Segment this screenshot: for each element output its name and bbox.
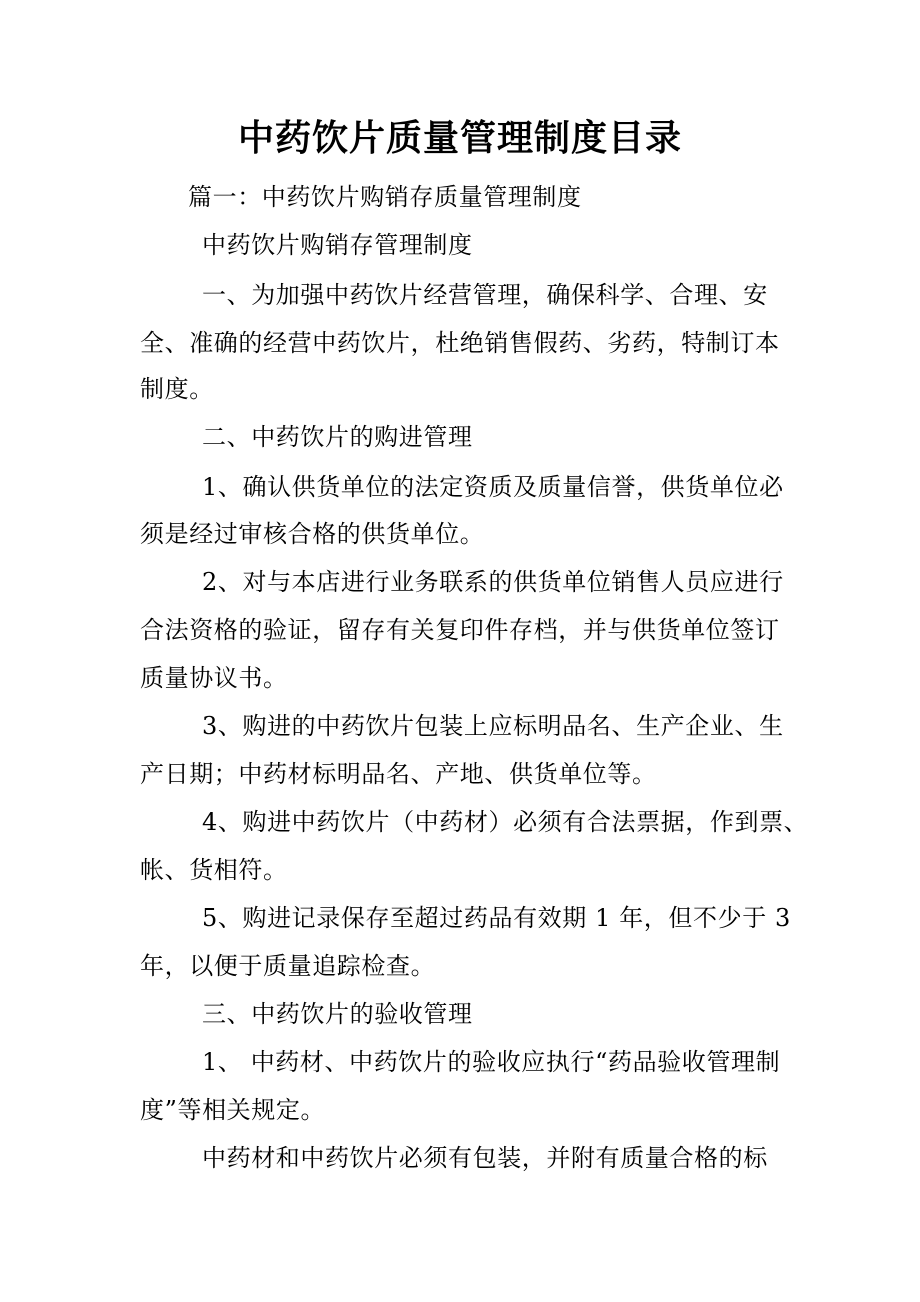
paragraph-line: 1、确认供货单位的法定资质及质量信誉，供货单位必 [202,473,784,501]
paragraph-line: 中药材和中药饮片必须有包装，并附有质量合格的标 [202,1144,768,1172]
paragraph-line: 须是经过审核合格的供货单位。 [140,520,485,548]
paragraph-line: 5、购进记录保存至超过药品有效期 1 年，但不少于 3 [202,904,791,932]
paragraph-line: 产日期；中药材标明品名、产地、供货单位等。 [140,760,657,788]
subtitle: 中药饮片购销存管理制度 [202,231,473,259]
paragraph-line: 3、购进的中药饮片包装上应标明品名、生产企业、生 [202,712,784,740]
paragraph-line: 4、购进中药饮片（中药材）必须有合法票据，作到票、 [202,808,809,836]
paragraph-line: 帐、货相符。 [140,856,288,884]
section-heading: 篇一：中药饮片购销存质量管理制度 [188,183,582,211]
paragraph-line: 年，以便于质量追踪检查。 [140,952,436,980]
paragraph-line: 二、中药饮片的购进管理 [202,423,473,451]
paragraph-line: 质量协议书。 [140,664,288,692]
paragraph-line: 1、 中药材、中药饮片的验收应执行“药品验收管理制 [202,1048,781,1076]
paragraph-line: 制度。 [140,375,214,403]
paragraph-line: 2、对与本店进行业务联系的供货单位销售人员应进行 [202,568,784,596]
paragraph-line: 三、中药饮片的验收管理 [202,1000,473,1028]
document-title: 中药饮片质量管理制度目录 [237,117,682,159]
paragraph-line: 合法资格的验证，留存有关复印件存档，并与供货单位签订 [140,616,780,644]
paragraph-line: 一、为加强中药饮片经营管理，确保科学、合理、安 [202,281,768,309]
paragraph-line: 全、准确的经营中药饮片，杜绝销售假药、劣药，特制订本 [140,329,780,357]
paragraph-line: 度”等相关规定。 [140,1096,326,1124]
